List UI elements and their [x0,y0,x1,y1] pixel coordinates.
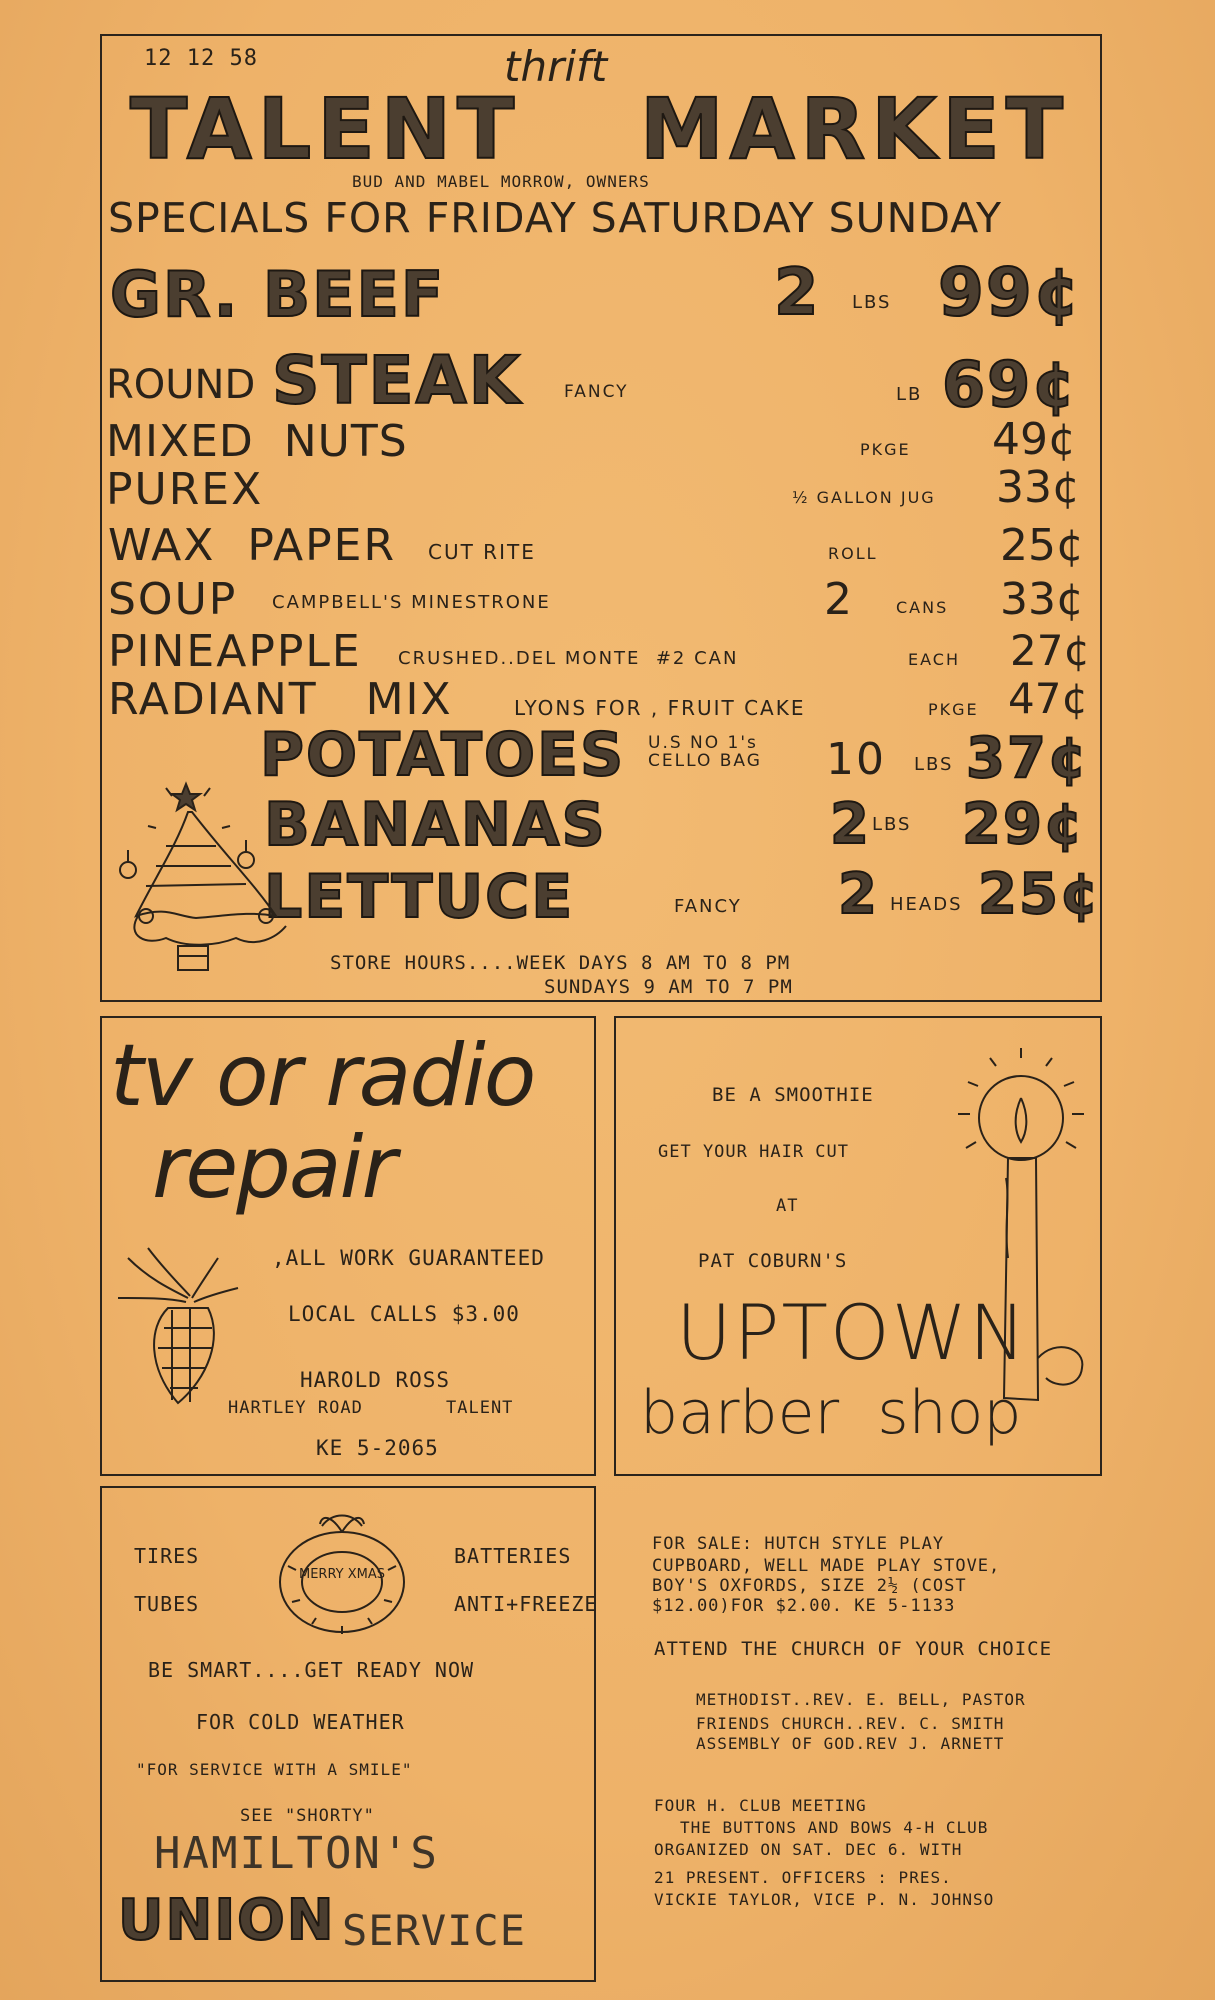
item-unit: LBS [914,754,954,775]
address-left: HARTLEY ROAD [228,1398,363,1418]
tv-headline: tv or radio [110,1026,535,1126]
owner-name: HAROLD ROSS [300,1368,451,1392]
item-price: 99¢ [938,254,1082,331]
church-line: METHODIST..REV. E. BELL, PASTOR [696,1690,1026,1709]
slogan-text: "FOR SERVICE WITH A SMILE" [136,1760,413,1779]
tv-repair-ad [100,1016,596,1476]
club-line: VICKIE TAYLOR, VICE P. N. JOHNSO [654,1890,995,1909]
item-name: PUREX [106,464,264,515]
item-price: 37¢ [966,726,1089,791]
item-note: U.S NO 1's CELLO BAG [648,733,762,771]
guarantee-text: ,ALL WORK GUARANTEED [272,1246,545,1270]
haircut-text: GET YOUR HAIR CUT [658,1142,849,1162]
church-line: ASSEMBLY OF GOD.REV J. ARNETT [696,1734,1005,1753]
cold-weather-text: FOR COLD WEATHER [196,1710,405,1734]
item-qty: 2 [824,574,854,625]
christmas-tree-icon [116,766,306,986]
item-price: 49¢ [992,414,1076,465]
item-qty: 2 [838,862,879,927]
tires-label: TIRES [134,1544,200,1568]
repair-headline: repair [152,1118,395,1218]
item-unit: CANS [896,598,949,617]
item-unit: LBS [852,292,892,313]
wreath-icon [262,1506,422,1646]
smoothie-text: BE A SMOOTHIE [712,1084,874,1106]
item-unit: PKGE [860,440,911,459]
batteries-label: BATTERIES [454,1544,572,1568]
candle-icon [946,1038,1096,1438]
item-name: GR. BEEF [110,258,446,331]
item-name-prefix: ROUND [106,362,256,408]
item-name: SOUP [108,574,238,625]
market-ad [100,34,1102,1002]
item-unit: LBS [872,814,912,835]
market-name-left: TALENT [130,80,521,178]
sale-line: CUPBOARD, WELL MADE PLAY STOVE, [652,1556,1001,1576]
pinecone-icon [108,1238,258,1418]
item-price: 47¢ [1008,674,1089,723]
owners: BUD AND MABEL MORROW, OWNERS [352,172,650,191]
club-line: ORGANIZED ON SAT. DEC 6. WITH [654,1840,963,1859]
barber-shop-title: barber shop [640,1378,1022,1448]
item-price: 25¢ [1000,520,1084,571]
club-line: THE BUTTONS AND BOWS 4-H CLUB [680,1818,989,1837]
item-note: FANCY [674,896,742,917]
item-note: FANCY [564,382,629,402]
item-qty: 2 [774,256,821,330]
item-name: LETTUCE [264,862,575,932]
item-name: BANANAS [264,790,607,860]
item-price: 33¢ [996,462,1080,513]
item-price: 29¢ [962,792,1085,857]
item-name: STEAK [272,342,522,419]
item-unit: EACH [908,650,960,669]
item-note: CRUSHED..DEL MONTE #2 CAN [398,648,739,669]
store-hours-line2: SUNDAYS 9 AM TO 7 PM [544,976,793,998]
notices-column [648,1530,1108,1980]
see-shorty-text: SEE "SHORTY" [240,1806,375,1826]
item-note: LYONS FOR , FRUIT CAKE [514,696,806,720]
item-name: POTATOES [260,720,626,790]
get-ready-text: BE SMART....GET READY NOW [148,1658,475,1682]
item-qty: 2 [830,792,871,857]
item-price: 69¢ [942,348,1078,421]
uptown-title: UPTOWN [676,1288,1028,1377]
item-name: MIXED NUTS [106,416,408,467]
sale-line: FOR SALE: HUTCH STYLE PLAY [652,1534,945,1554]
item-price: 27¢ [1010,626,1091,675]
store-hours-line1: STORE HOURS....WEEK DAYS 8 AM TO 8 PM [330,952,791,974]
specials-heading: SPECIALS FOR FRIDAY SATURDAY SUNDAY [108,194,1003,242]
address-right: TALENT [446,1398,514,1418]
sale-line: BOY'S OXFORDS, SIZE 2½ (COST [652,1576,967,1596]
calls-text: LOCAL CALLS $3.00 [288,1302,520,1326]
antifreeze-label: ANTI+FREEZE [454,1592,598,1616]
service-station-ad [100,1486,596,1982]
item-qty: 10 [826,734,886,785]
club-line: FOUR H. CLUB MEETING [654,1796,867,1815]
item-note: CUT RITE [428,540,536,564]
tubes-label: TUBES [134,1592,200,1616]
coburn-text: PAT COBURN'S [698,1250,848,1272]
market-name-right: MARKET [640,80,1070,178]
sale-line: $12.00)FOR $2.00. KE 5-1133 [652,1596,956,1616]
item-name: PINEAPPLE [108,626,362,677]
hamilton-title: HAMILTON'S [154,1828,439,1879]
union-title: UNION [118,1888,336,1953]
wreath-text: MERRY XMAS [298,1567,386,1582]
item-unit: PKGE [928,700,979,719]
item-name: WAX PAPER [108,520,397,571]
item-unit: ½ GALLON JUG [792,488,936,507]
service-title: SERVICE [342,1906,527,1955]
item-name: RADIANT MIX [108,674,453,725]
church-heading: ATTEND THE CHURCH OF YOUR CHOICE [654,1638,1053,1660]
club-line: 21 PRESENT. OFFICERS : PRES. [654,1868,952,1887]
church-line: FRIENDS CHURCH..REV. C. SMITH [696,1714,1005,1733]
phone-number: KE 5-2065 [316,1436,439,1460]
item-note: CAMPBELL'S MINESTRONE [272,592,551,613]
barber-ad [614,1016,1102,1476]
item-unit: LB [896,384,923,405]
item-price: 25¢ [978,862,1101,927]
item-unit: HEADS [890,894,963,915]
item-price: 33¢ [1000,574,1084,625]
item-unit: ROLL [828,544,878,563]
date: 12 12 58 [144,46,258,71]
thrift-label: thrift [504,42,608,91]
at-text: AT [776,1196,799,1216]
